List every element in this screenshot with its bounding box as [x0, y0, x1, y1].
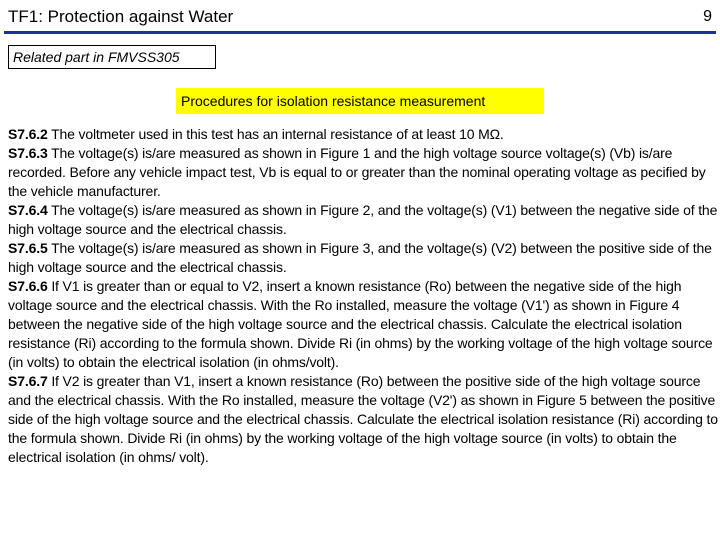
related-part-box: Related part in FMVSS305 [8, 45, 216, 69]
page-number: 9 [703, 8, 712, 25]
section-text: The voltmeter used in this test has an internal resistance of at least 10 MΩ. [47, 126, 504, 142]
section-s7-6-5 [8, 239, 718, 277]
title-underline [4, 31, 716, 34]
section-label: S7.6.5 [8, 240, 48, 256]
section-text: The voltage(s) is/are measured as shown in Figure 1 and the high voltage source voltage(s) (Vb) is/are recorded. Before any vehicle impact test, Vb is equal to or greater than the nominal operating voltage as pecified by the vehicle manufacturer. [8, 145, 706, 199]
body-text [8, 125, 718, 467]
section-text: If V1 is greater than or equal to V2, insert a known resistance (Ro) between the negative side of the high voltage source and the electrical chassis. With the Ro installed, measure the voltage (V1') as shown in Figure 4 between the negative side of the high voltage source and the electrical chassis. Calculate the electrical isolation resistance (Ri) according to the formula shown. Divide Ri (in ohms) by the working voltage of the high voltage source (in volts) to obtain the electrical isolation (in ohms/volt). [8, 278, 713, 370]
section-label: S7.6.2 [8, 126, 48, 142]
section-text: If V2 is greater than V1, insert a known resistance (Ro) between the positive side of the high voltage source and the electrical chassis. With the Ro installed, measure the voltage (V2') as shown in Figure 5 between the positive side of the high voltage source and the electrical chassis. Calculate the electrical isolation resistance (Ri) according to the formula shown. Divide Ri (in ohms) by the working voltage of the high voltage source (in volts) to obtain the electrical isolation (in ohms/ volt). [8, 373, 718, 465]
procedures-heading: Procedures for isolation resistance measurement [176, 88, 544, 114]
section-label: S7.6.7 [8, 373, 48, 389]
section-s7-6-7 [8, 372, 718, 467]
section-label: S7.6.6 [8, 278, 48, 294]
section-s7-6-2 [8, 125, 718, 144]
section-s7-6-6 [8, 277, 718, 372]
section-label: S7.6.4 [8, 202, 48, 218]
section-text: The voltage(s) is/are measured as shown in Figure 2, and the voltage(s) (V1) between the negative side of the high voltage source and the electrical chassis. [8, 202, 718, 237]
slide-title: TF1: Protection against Water [8, 7, 234, 26]
section-label: S7.6.3 [8, 145, 48, 161]
section-text: The voltage(s) is/are measured as shown in Figure 3, and the voltage(s) (V2) between the positive side of the high voltage source and the electrical chassis. [8, 240, 712, 275]
section-s7-6-4 [8, 201, 718, 239]
section-s7-6-3 [8, 144, 718, 201]
